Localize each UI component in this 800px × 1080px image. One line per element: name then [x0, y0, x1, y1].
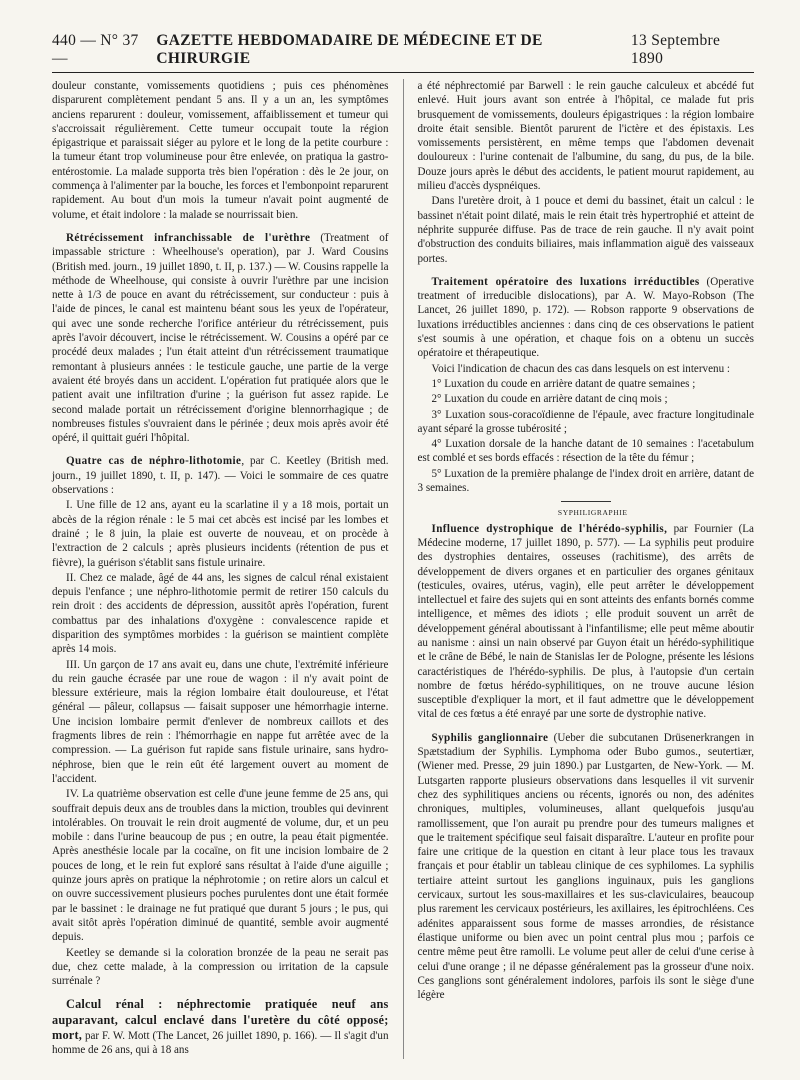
paragraph: , par C. Keetley (British med. journ., 19 juillet 1890, t. II, p. 147). — Voici le sommaire de ces quatre observations :	[52, 455, 389, 497]
article-renal-calculus	[52, 997, 389, 1057]
paragraph: Voici l'indication de chacun des cas dans lesquels on est intervenu :	[431, 362, 730, 375]
article-nephrolithotomy	[52, 454, 389, 497]
section-divider	[561, 501, 611, 502]
section-heading: SYPHILIGRAPHIE	[557, 508, 628, 518]
journal-title: GAZETTE HEBDOMADAIRE DE MÉDECINE ET DE CHIRURGIE	[156, 32, 543, 67]
list-item: 2° Luxation du coude en arrière datant de cinq mois ;	[431, 393, 668, 406]
right-column	[418, 79, 755, 1059]
article-title: Quatre cas de néphro-lithotomie	[66, 455, 242, 468]
column-rule	[403, 79, 404, 1059]
article-title: Syphilis ganglionnaire	[431, 731, 549, 744]
article-heredo-syphilis	[418, 522, 755, 722]
paragraph: IV. La quatrième observation est celle d'une jeune femme de 25 ans, qui souffrait depuis deux ans de troubles dans la miction, troubles qui devinrent intolérables. On trouvait le rein droit augmenté de volume, dur, et un peu mobile : dans l'urine beaucoup de pus ; en outre, la peau était pigmentée. Après anesthésie locale par la cocaïne, on fit une incision lombaire de 2 pouces de long, et le rein fut exploré sans résultat à l'aide d'une aiguille ; quinze jours après on pratique la néphrotomie ; on retire alors un calcul et on ouvre successivement plusieurs poches purulentes dont une était formée par le bassinet : le drainage ne fut pratiqué que durant 5 jours ; le pus, qui avait sitôt après l'opération diminué de quantité, semble avoir augmenté depuis.	[52, 788, 389, 944]
paragraph: par F. W. Mott (The Lancet, 26 juillet 1890, p. 166). — Il s'agit d'un homme de 26 ans, qui à 18 ans	[52, 1030, 389, 1057]
list-item: 4° Luxation dorsale de la hanche datant de 10 semaines : l'acetabulum est comblé et ses bords effacés : résection de la tête du fémur ;	[417, 438, 754, 465]
article-syphilis-ganglionnaire	[418, 731, 755, 1003]
paragraph: II. Chez ce malade, âgé de 44 ans, les signes de calcul rénal existaient depuis l'enfance ; une néphro-lithotomie permit de retirer 150 calculs du rein droit : des accidents de dépression, aussitôt après l'opération, furent combattus par des inhalations d'oxygène : convalescence rapide et disparition des symptômes morbides : la guérison se maintient complète après 14 mois.	[52, 571, 389, 656]
text-columns	[52, 79, 754, 1059]
list-item: 1° Luxation du coude en arrière datant de quatre semaines ;	[431, 377, 696, 390]
paragraph: Dans l'uretère droit, à 1 pouce et demi du bassinet, était un calcul : le bassinet n'était point dilaté, mais le rein était très hypertrophié et atteint de néphrite suppurée diffuse. Pas de trace de rein gauche. Il n'y avait point d'obstruction des conduits biliaires, mais inflammation aiguë des vaisseaux portes.	[417, 195, 754, 265]
article-title: Influence dystrophique de l'hérédo-syphilis,	[431, 522, 668, 535]
article-title: Calcul rénal : néphrectomie pratiquée neuf ans auparavant, calcul enclavé dans l'uretère du côté opposé; mort,	[52, 997, 389, 1042]
article-title: Rétrécissement infranchissable de l'urèthre	[66, 231, 311, 244]
article-title: Traitement opératoire des luxations irréductibles	[431, 275, 700, 288]
list-item: 5° Luxation de la première phalange de l'index droit en arrière, datant de 3 semaines.	[417, 467, 754, 495]
issue-date: 13 Septembre 1890	[630, 32, 721, 67]
left-column	[52, 79, 389, 1059]
page-number: 440 — N° 37 —	[52, 32, 139, 67]
paragraph: par Fournier (La Médecine moderne, 17 juillet 1890, p. 577). — La syphilis peut produire des dystrophies dentaires, osseuses (rachitisme), des arrêts de développement de divers organes et en particulier des organes génitaux (testicules, ovaires, utérus, vagin), elle peut arrêter le développement intellectuel et faire des sujets qui en sont atteints des enfants bornés comme intelligence, et mêmes des idiots ; elle produit souvent un arrêt de développement général aboutissant à l'infantilisme; elle peut même aboutir au nanisme : ainsi un nain observé par Guyon était un hérédo-syphilitique et le crâne de Bébé, le nain de Stanislas Ier de Pologne, présente les lésions caractéristiques de l'hérédo-syphilis. De plus, à l'autopsie d'un certain nombre de fœtus hérédo-syphilitiques, on ne trouve aucune lésion susceptible d'expliquer la mort, et il faut admettre que le développement vital de ces fœtus a été enrayé par une sorte de dystrophie native.	[417, 522, 754, 721]
paragraph: (Operative treatment of irreducible dislocations), par A. W. Mayo-Robson (The Lancet, 26 juillet 1890, p. 172). — Robson rapporte 9 observations de luxations irréductibles anciennes : dans cinq de ces observations le patient s'est soumis à une opération, et chaque fois on a obtenu un succès opératoire et thérapeutique.	[417, 275, 754, 360]
paragraph: (Treatment of impassable stricture : Wheelhouse's operation), par J. Ward Cousins (British med. journ., 19 juillet 1890, t. II, p. 137.) — W. Cousins rappelle la méthode de Wheelhouse, qui consiste à ouvrir l'urèthre par une incision nette à 1/3 de pouce en avant du rétrécissement, sur conducteur : puis à l'aide de pinces, le canal est maintenu béant sous les yeux de l'opérateur, qui avec une sonde recherche l'orifice antérieur du rétrécissement, puis après l'avoir découvert, incise le rétrécissement. W. Cousins a opéré par ce procédé deux malades ; l'un était atteint d'un rétrécissement traumatique remontant à plusieurs années : le testicule gauche, une partie de la verge avaient été broyés dans un accident. L'opération fut pratiquée alors que le patient avait une infiltration d'urine ; la guérison fut assez rapide. Le second malade portait un rétrécissement d'origine blennorrhagique ; de nombreuses fistules s'ouvraient dans le périnée ; deux mois après avoir été opéré, il quittait guéri l'hôpital.	[52, 231, 389, 445]
list-item: 3° Luxation sous-coracoïdienne de l'épaule, avec fracture longitudinale ayant séparé la grosse tubérosité ;	[417, 408, 754, 435]
paragraph: a été néphrectomié par Barwell : le rein gauche calculeux et abcédé fut enlevé. Huit jours avant son entrée à l'hôpital, ce malade fut pris brusquement de vomissements, douleurs épigastriques : la région lombaire droite était sensible. Bientôt parurent de l'ictère et des épistaxis. Les vomissements persistèrent, en même temps que l'abdomen devenait douloureux : l'urine contenait de l'albumine, du sang, du pus, de la bile. Douze jours après le début des accidents, le patient mourut rapidement, au milieu d'accès dyspnéiques.	[417, 80, 754, 193]
article-luxations	[418, 275, 755, 361]
page-header	[52, 32, 754, 73]
paragraph: Keetley se demande si la coloration bronzée de la peau ne serait pas due, chez cette malade, à la compression ou irritation de la capsule surrénale ?	[52, 946, 389, 988]
paragraph: I. Une fille de 12 ans, ayant eu la scarlatine il y a 18 mois, portait un abcès de la région rénale : le 5 mai cet abcès est incisé par les lombes et drainé ; le 8 juin, la plaie est ouverte de nouveau, et on procède à l'extraction de 2 calculs ; après plusieurs incidents (rétention de pus et fièvre), la guérison s'établit sans fistule urinaire.	[52, 499, 389, 569]
article-urethra	[52, 231, 389, 445]
paragraph: III. Un garçon de 17 ans avait eu, dans une chute, l'extrémité inférieure du rein gauche écrasée par une roue de wagon : il n'y avait point de blessure extérieure, mais la région lombaire était douloureuse, et l'état général — pâleur, collapsus — faisait supposer une hémorrhagie interne. Une incision lombaire permit d'enlever de nombreux caillots et des fragments libres de rein : l'hémorrhagie en nappe fut arrêtée avec de la compression. — La guérison fut rapide sans fistule urinaire, sans hydro-néphrose, bien que le rein eût été largement ouvert au moment de l'accident.	[52, 658, 389, 785]
paragraph: douleur constante, vomissements quotidiens ; puis ces phénomènes disparurent complètement pendant 5 ans. Il y a un an, les symptômes anciens reparurent : douleur, vomissement, affaiblissement et tumeur qui s'accroissait régulièrement. Cette tumeur occupait toute la région épigastrique et paraissait siéger au pylore et le long de la petite courbure : la tumeur étant trop volumineuse pour être enlevée, on pratiqua la gastro-entérostomie. La malade supporta très bien l'opération : dès le 2e jour, on commença à l'alimenter par la bouche, les forces et l'embonpoint reparurent rapidement. Au bout d'un mois la tumeur n'avait point augmenté de volume, et était indolore : la malade se nourrissait bien.	[52, 80, 389, 221]
paragraph: (Ueber die subcutanen Drüsenerkrangen in Spætstadium der Syphilis. Lymphoma oder Bubo gumos., seutertiær, (Wiener med. Presse, 29 juin 1890.) par Lustgarten, de New-York. — M. Lutsgarten rapporte plusieurs observations dans lesquelles il vit survenir chez des syphilitiques anciens ou récents, ignorés ou non, des adénites chroniques, multiples, volumineuses, allant quelquefois jusqu'au ramollissement, que l'on aurait pu prendre pour des tumeurs malignes et que le traitement spécifique seul faisait disparaître. L'auteur en profite pour faire une critique de la question en citant à leur place tous les travaux français et pour établir un tableau clinique de ces syphilomes. La syphilis tertiaire atteint surtout les ganglions inguinaux, puis les ganglions cervicaux, surtout les sous-maxillaires et les sus-claviculaires, beaucoup plus rarement les cervicaux postérieurs, les axillaires, les épitrochléens. Ces adénites apparaissent sous forme de masses arrondies, de résistance élastique uniforme ou bien avec un point central plus mou ; parfois ce centre même peut être ramolli. Le volume peut aller de celui d'une cerise à celui d'une orange ; il ne dépasse généralement pas la grosseur d'une noix. Ces ganglions sont généralement indolores, parfois ils sont le siège d'une légère	[417, 731, 754, 1002]
